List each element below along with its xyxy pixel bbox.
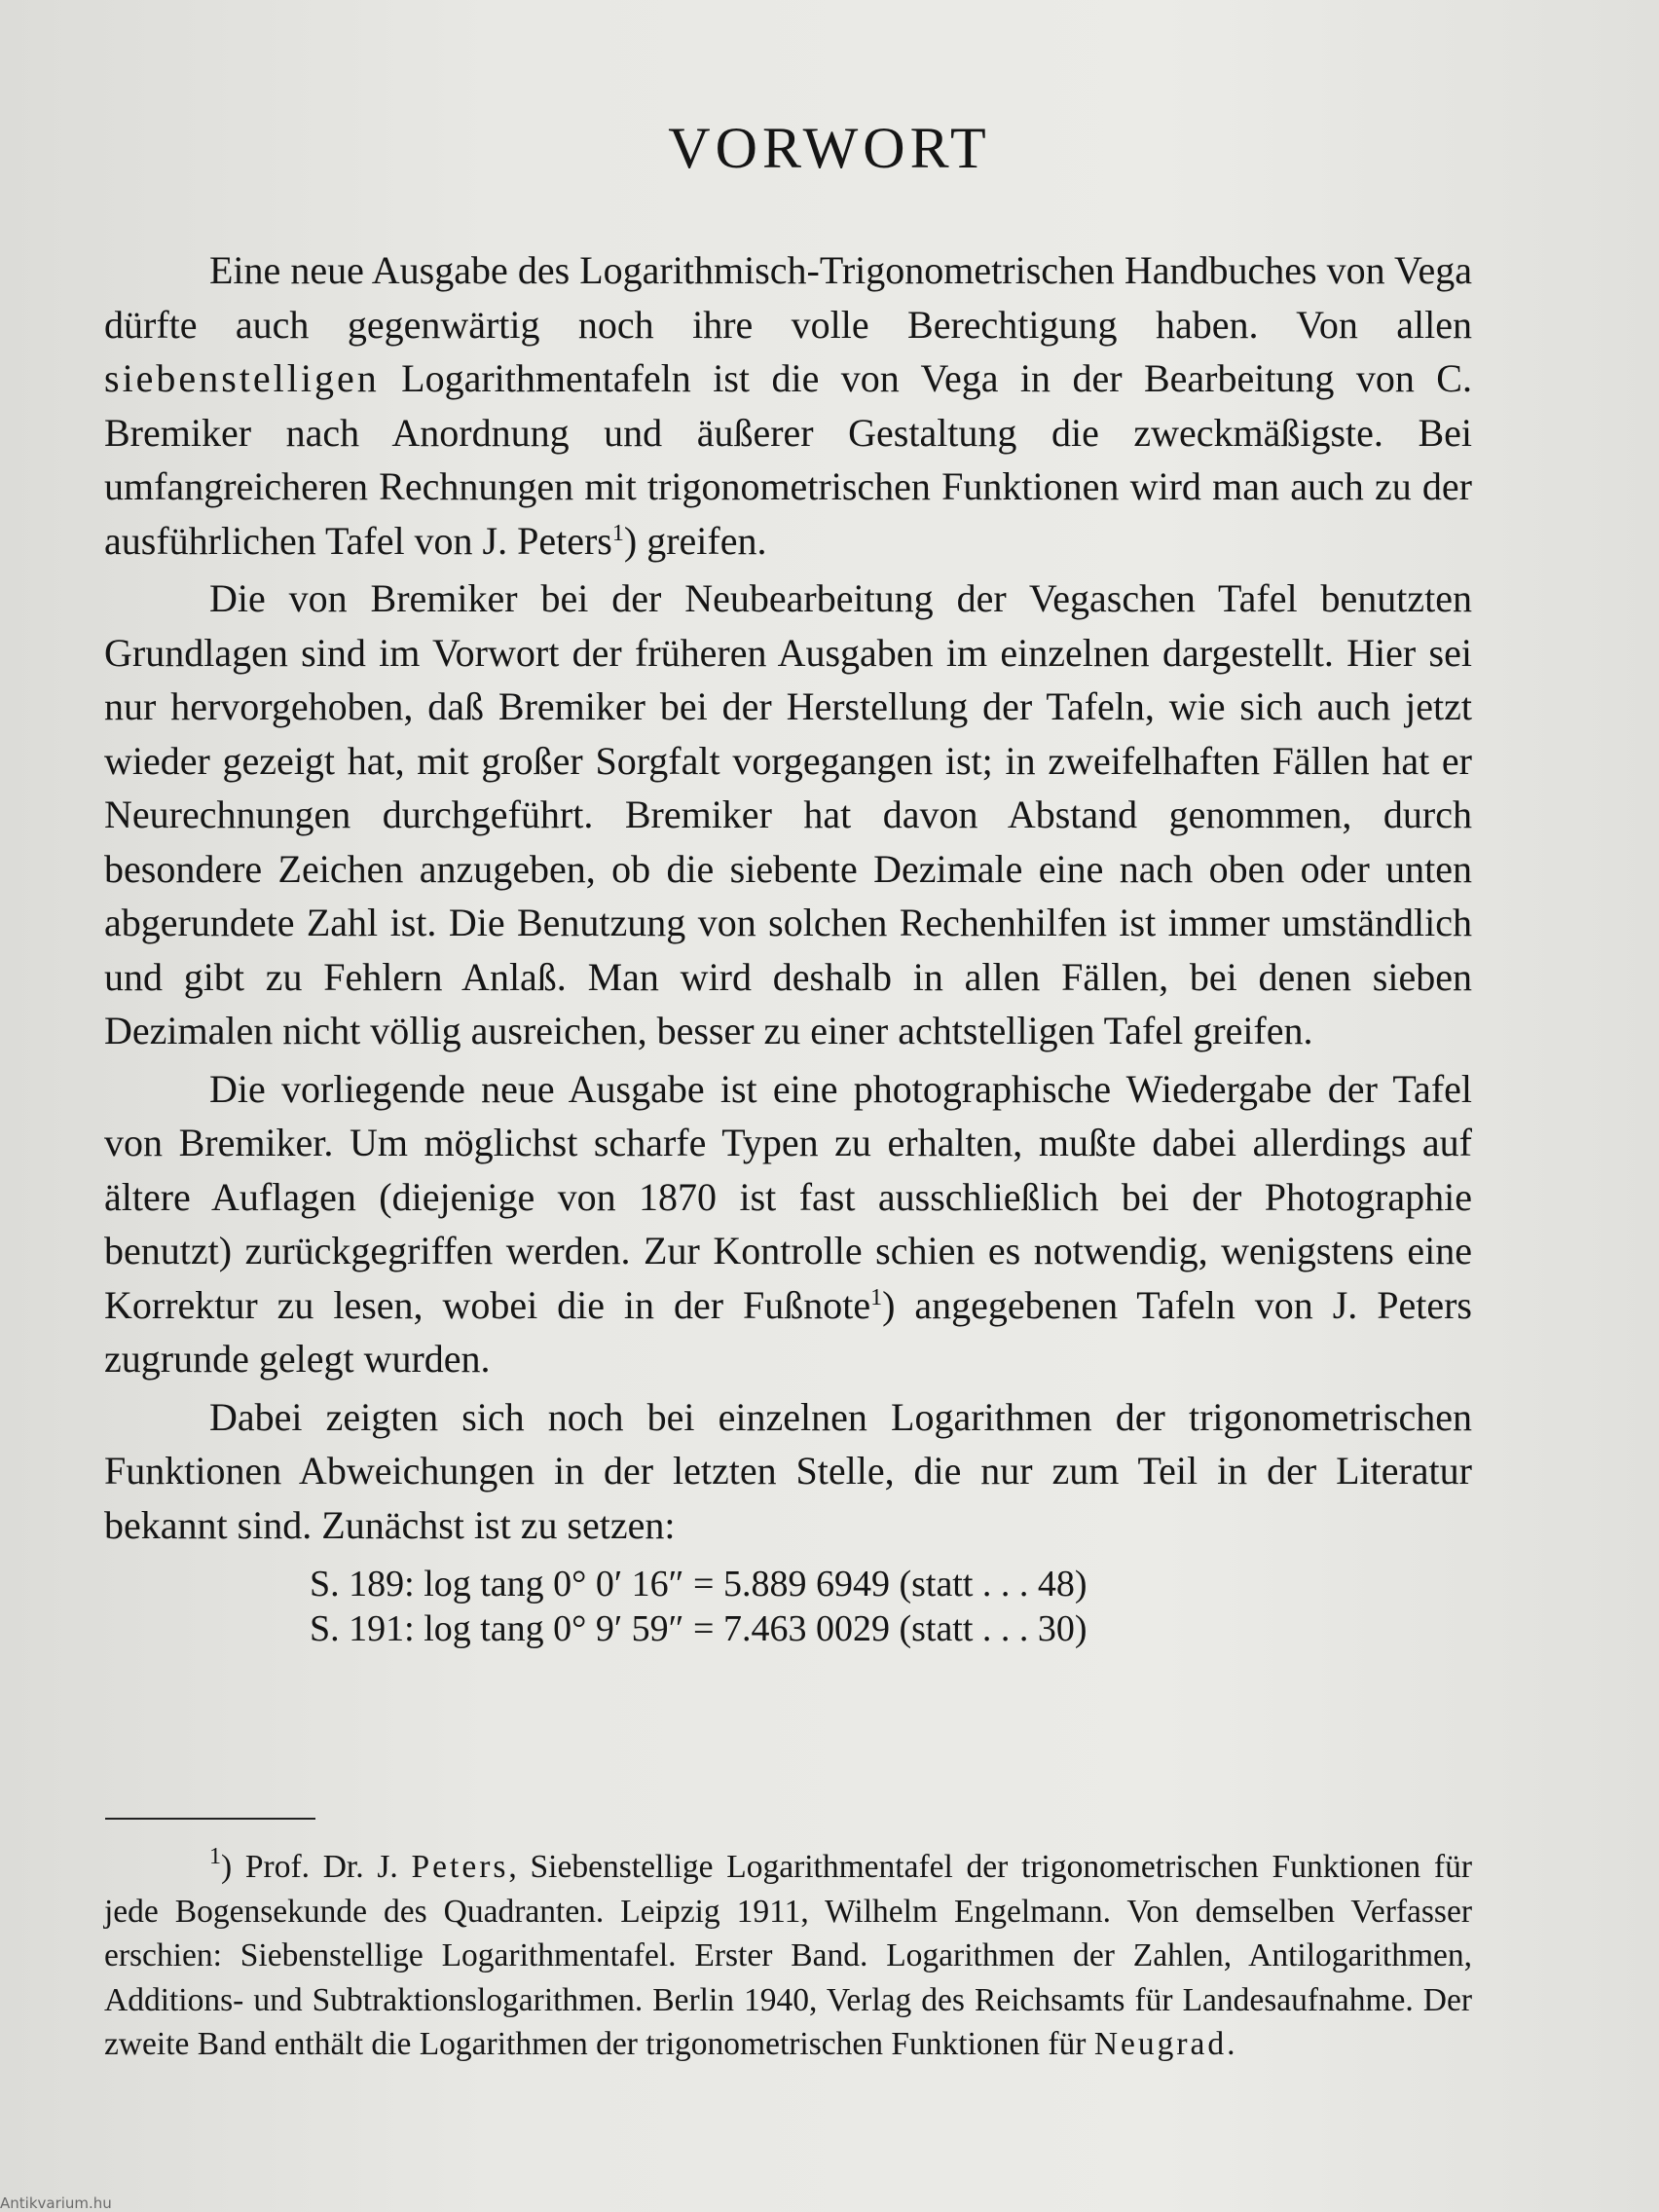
footnote-author-name: Peters bbox=[411, 1849, 509, 1885]
footnote-spaced-word: Neugrad bbox=[1093, 2026, 1228, 2062]
page-title: VORWORT bbox=[668, 116, 991, 181]
paragraph-1 bbox=[104, 243, 1472, 568]
paragraph-3-text-a: Die vorliegende neue Ausgabe ist eine photographische Wiedergabe der Tafel von Bremiker. Um möglichst scharfe Typen zu erhalten, mußte dabei allerdings auf ältere Auflagen (diejenige von 1870 ist fast ausschließlich bei der Photographie benutzt) zurückgegriffen werden. Zur Kontrolle schien es notwendig, wenigstens eine Korrektur zu lesen, wobei die in der Fußnote bbox=[104, 1066, 1472, 1327]
paragraph-3-text-b: ) angegebenen Tafeln von J. Peters zugrunde gelegt wurden. bbox=[104, 1282, 1472, 1381]
footnote-divider bbox=[105, 1818, 315, 1820]
paragraph-1-text-b: Logarithmentafeln ist die von Vega in der Bearbeitung von C. Bremiker nach Anordnung und äußerer Gestaltung die zweckmäßigste. Bei umfangreicheren Rechnungen mit trigonometrischen Funktionen wird man auch zu der ausführlichen Tafel von J. Peters bbox=[104, 356, 1472, 563]
footnote-marker: 1 bbox=[209, 1844, 221, 1869]
footnote-text-b: , Siebenstellige Logarithmentafel der trigonometrischen Funktionen für jede Bogensekunde des Quadranten. Leipzig 1911, Wilhelm Engelmann. Von demselben Verfasser erschien: Siebenstellige Logarithmentafel. Erster Band. Logarithmen der Zahlen, Antilogarithmen, Additions- und Subtraktionslogarithmen. Berlin 1940, Verlag des Reichsamts für Landesaufnahme. Der zweite Band enthält die Logarithmen der trigonometrischen Funktionen für bbox=[104, 1849, 1472, 2062]
paragraph-1-spaced-word: siebenstelligen bbox=[104, 356, 380, 400]
paragraph-1-text-a: Eine neue Ausgabe des Logarithmisch-Trigonometrischen Handbuches von Vega dürfte auch gegenwärtig noch ihre volle Berechtigung haben. Von allen bbox=[104, 248, 1472, 347]
footnote-reference: 1 bbox=[870, 1284, 883, 1310]
paragraph-4: Dabei zeigten sich noch bei einzelnen Logarithmen der trigonometrischen Funktionen Abweichungen in der letzten Stelle, die nur zum Teil in der Literatur bekannt sind. Zunächst ist zu setzen: bbox=[104, 1394, 1472, 1547]
paragraph-3 bbox=[104, 1062, 1472, 1386]
formula-line-1: S. 189: log tang 0° 0′ 16″ = 5.889 6949 (statt . . . 48) bbox=[310, 1564, 1088, 1604]
paragraph-1-text-c: ) greifen. bbox=[623, 518, 767, 563]
footnote bbox=[104, 1845, 1472, 2067]
footnote-text-a: ) Prof. Dr. J. bbox=[221, 1849, 412, 1885]
formula-line-2: S. 191: log tang 0° 9′ 59″ = 7.463 0029 (statt . . . 30) bbox=[310, 1608, 1088, 1649]
footnote-reference: 1 bbox=[611, 520, 624, 546]
paragraph-2: Die von Bremiker bei der Neubearbeitung der Vegaschen Tafel benutzten Grundlagen sind im Vorwort der früheren Ausgaben im einzelnen dargestellt. Hier sei nur hervorgehoben, daß Bremiker bei der Herstellung der Tafeln, wie sich auch jetzt wieder gezeigt hat, mit großer Sorgfalt vorgegangen ist; in zweifelhaften Fällen hat er Neurechnungen durchgeführt. Bremiker hat davon Abstand genommen, durch besondere Zeichen anzugeben, ob die siebente Dezimale eine nach oben oder unten abgerundete Zahl ist. Die Benutzung von solchen Rechenhilfen ist immer umständlich und gibt zu Fehlern Anlaß. Man wird deshalb in allen Fällen, bei denen sieben Dezimalen nicht völlig ausreichen, besser zu einer achtstelligen Tafel greifen. bbox=[104, 576, 1472, 1052]
watermark: Antikvarium.hu bbox=[0, 2194, 112, 2212]
footnote-text-c: . bbox=[1227, 2026, 1235, 2062]
preface-body bbox=[104, 243, 1472, 1651]
